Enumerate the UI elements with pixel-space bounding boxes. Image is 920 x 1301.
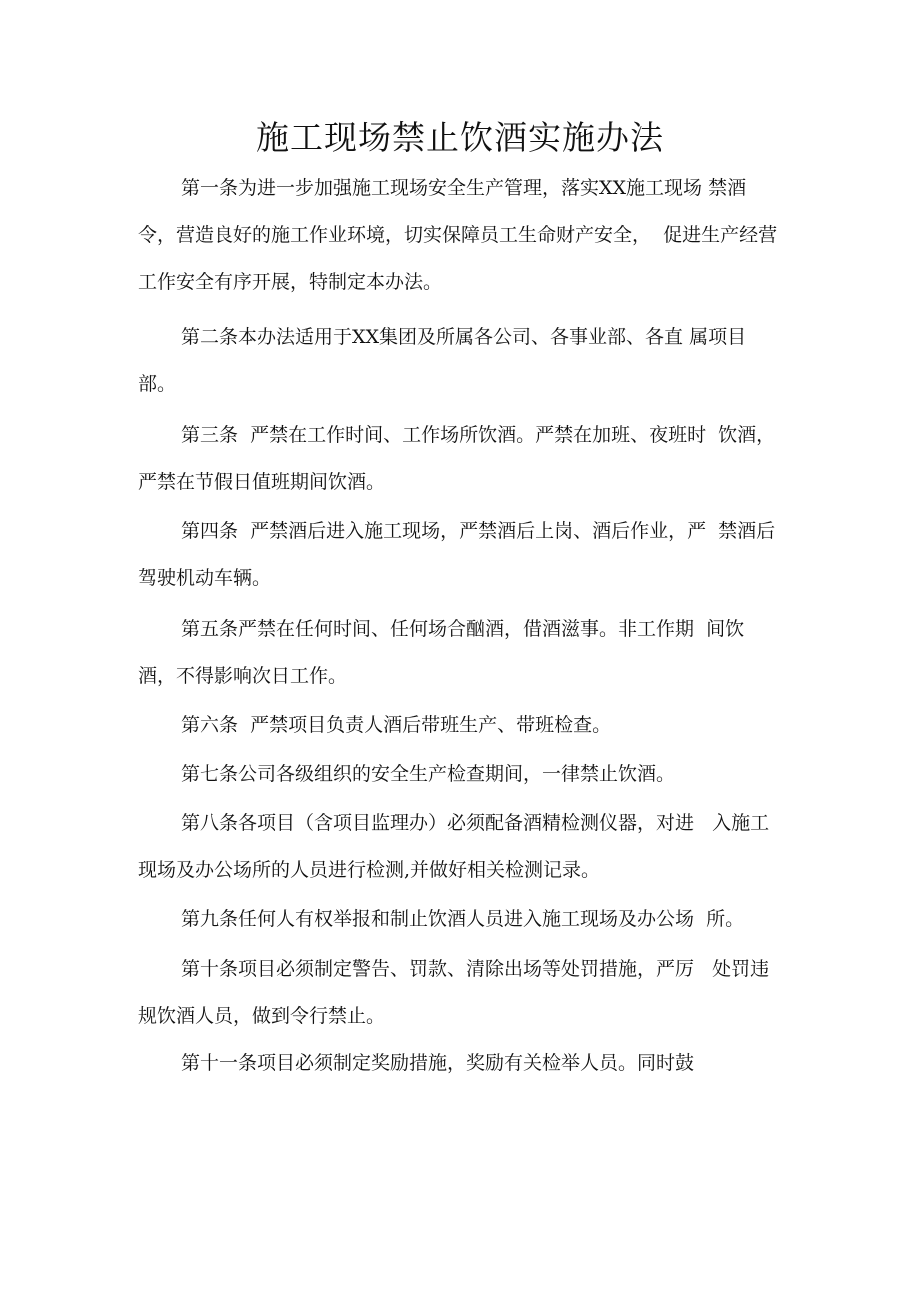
article-11: 第十一条项目必须制定奖励措施，奖励有关检举人员。同时鼓 [181,1052,695,1074]
article-2: 第二条本办法适用于XX集团及所属各公司、各事业部、各直 属项目部。 [138,326,747,395]
article-10: 第十条项目必须制定警告、罚款、清除出场等处罚措施，严厉 处罚违规饮酒人员，做到令行禁止。 [138,958,770,1027]
article-4: 第四条 严禁酒后进入施工现场，严禁酒后上岗、酒后作业，严 禁酒后驾驶机动车辆。 [138,520,776,589]
document-title: 施工现场禁止饮酒实施办法 [256,118,664,157]
article-8: 第八条各项目（含项目监理办）必须配备酒精检测仪器，对进 入施工现场及办公场所的人员进行检测,并做好相关检测记录。 [138,812,770,881]
article-6: 第六条 严禁项目负责人酒后带班生产、带班检查。 [181,714,612,736]
article-5: 第五条严禁在任何时间、任何场合酗酒，借酒滋事。非工作期 间饮酒，不得影响次日工作。 [138,618,745,687]
article-3: 第三条 严禁在工作时间、工作场所饮酒。严禁在加班、夜班时 饮酒，严禁在节假日值班期间饮酒。 [138,424,776,493]
article-1: 第一条为进一步加强施工现场安全生产管理，落实XX施工现场 禁酒令，营造良好的施工作业环境，切实保障员工生命财产安全， 促进生产经营工作安全有序开展，特制定本办法。 [138,177,778,293]
article-9: 第九条任何人有权举报和制止饮酒人员进入施工现场及办公场 所。 [181,908,745,930]
article-7: 第七条公司各级组织的安全生产检查期间，一律禁止饮酒。 [181,763,676,785]
